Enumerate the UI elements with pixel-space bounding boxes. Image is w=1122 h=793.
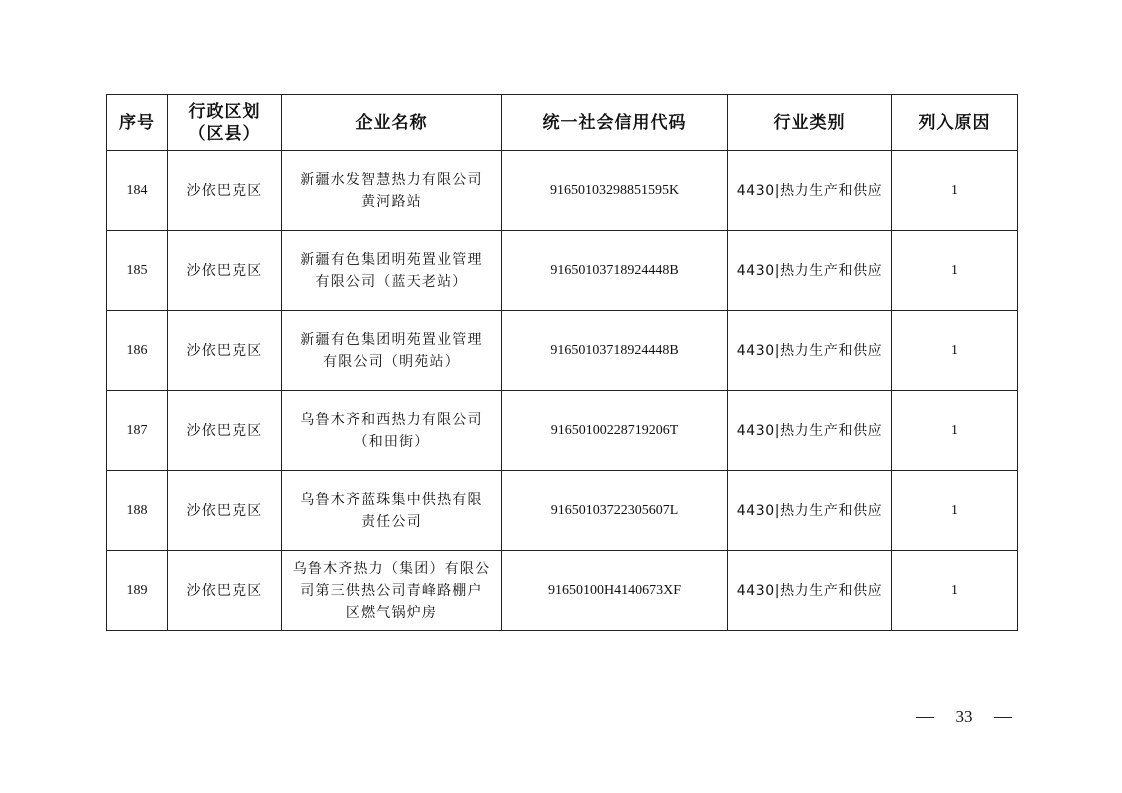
- enterprise-list-table: [106, 94, 1018, 631]
- table-row: [107, 551, 1018, 631]
- cell-credit-code: 91650103718924448B: [502, 231, 728, 311]
- cell-company: [282, 151, 502, 231]
- cell-reason: 1: [892, 551, 1018, 631]
- table-row: [107, 471, 1018, 551]
- header-company: 企业名称: [282, 95, 502, 151]
- header-seq: 序号: [107, 95, 168, 151]
- footer-dash-right: [994, 717, 1012, 718]
- table-row: [107, 311, 1018, 391]
- cell-district: 沙依巴克区: [168, 151, 282, 231]
- cell-company: [282, 311, 502, 391]
- cell-company: [282, 551, 502, 631]
- header-credit-code: 统一社会信用代码: [502, 95, 728, 151]
- page-number: 33: [955, 707, 973, 726]
- cell-seq: 189: [107, 551, 168, 631]
- company-name-line: 区燃气锅炉房: [345, 604, 438, 621]
- cell-credit-code: 91650103722305607L: [502, 471, 728, 551]
- company-name-line: 有限公司（蓝天老站）: [315, 273, 468, 290]
- cell-seq: 186: [107, 311, 168, 391]
- cell-seq: 184: [107, 151, 168, 231]
- company-name-line: 有限公司（明苑站）: [323, 353, 460, 370]
- cell-district: 沙依巴克区: [168, 231, 282, 311]
- table-body: [107, 151, 1018, 631]
- cell-reason: 1: [892, 151, 1018, 231]
- cell-industry: 4430|热力生产和供应: [728, 311, 892, 391]
- company-name-line: 责任公司: [361, 513, 422, 530]
- cell-reason: 1: [892, 391, 1018, 471]
- cell-seq: 187: [107, 391, 168, 471]
- cell-seq: 188: [107, 471, 168, 551]
- cell-industry: 4430|热力生产和供应: [728, 551, 892, 631]
- footer-dash-left: [916, 717, 934, 718]
- cell-credit-code: 91650103298851595K: [502, 151, 728, 231]
- header-district-line1: 行政区划: [188, 101, 261, 122]
- cell-district: 沙依巴克区: [168, 311, 282, 391]
- cell-district: 沙依巴克区: [168, 551, 282, 631]
- header-reason: 列入原因: [892, 95, 1018, 151]
- cell-district: 沙依巴克区: [168, 391, 282, 471]
- table-header-row: [107, 95, 1018, 151]
- cell-district: 沙依巴克区: [168, 471, 282, 551]
- cell-reason: 1: [892, 231, 1018, 311]
- cell-company: [282, 471, 502, 551]
- company-name-line: 黄河路站: [361, 193, 422, 210]
- cell-industry: 4430|热力生产和供应: [728, 391, 892, 471]
- table-row: [107, 151, 1018, 231]
- company-name-line: 新疆水发智慧热力有限公司: [300, 171, 483, 188]
- cell-credit-code: 91650100228719206T: [502, 391, 728, 471]
- cell-company: [282, 231, 502, 311]
- cell-reason: 1: [892, 471, 1018, 551]
- cell-industry: 4430|热力生产和供应: [728, 471, 892, 551]
- company-name-line: 新疆有色集团明苑置业管理: [300, 331, 483, 348]
- header-district-line2: （区县）: [188, 123, 261, 144]
- cell-industry: 4430|热力生产和供应: [728, 231, 892, 311]
- company-name-line: 乌鲁木齐蓝珠集中供热有限: [300, 491, 483, 508]
- cell-reason: 1: [892, 311, 1018, 391]
- company-name-line: 乌鲁木齐和西热力有限公司: [300, 411, 483, 428]
- company-name-line: 司第三供热公司青峰路棚户: [300, 582, 483, 599]
- cell-company: [282, 391, 502, 471]
- cell-credit-code: 91650103718924448B: [502, 311, 728, 391]
- cell-seq: 185: [107, 231, 168, 311]
- header-district: [168, 95, 282, 151]
- company-name-line: 乌鲁木齐热力（集团）有限公: [292, 560, 491, 577]
- cell-industry: 4430|热力生产和供应: [728, 151, 892, 231]
- page-footer: [916, 704, 1012, 730]
- table-row: [107, 391, 1018, 471]
- table-row: [107, 231, 1018, 311]
- company-name-line: （和田街）: [353, 433, 430, 450]
- header-industry: 行业类别: [728, 95, 892, 151]
- company-name-line: 新疆有色集团明苑置业管理: [300, 251, 483, 268]
- cell-credit-code: 91650100H4140673XF: [502, 551, 728, 631]
